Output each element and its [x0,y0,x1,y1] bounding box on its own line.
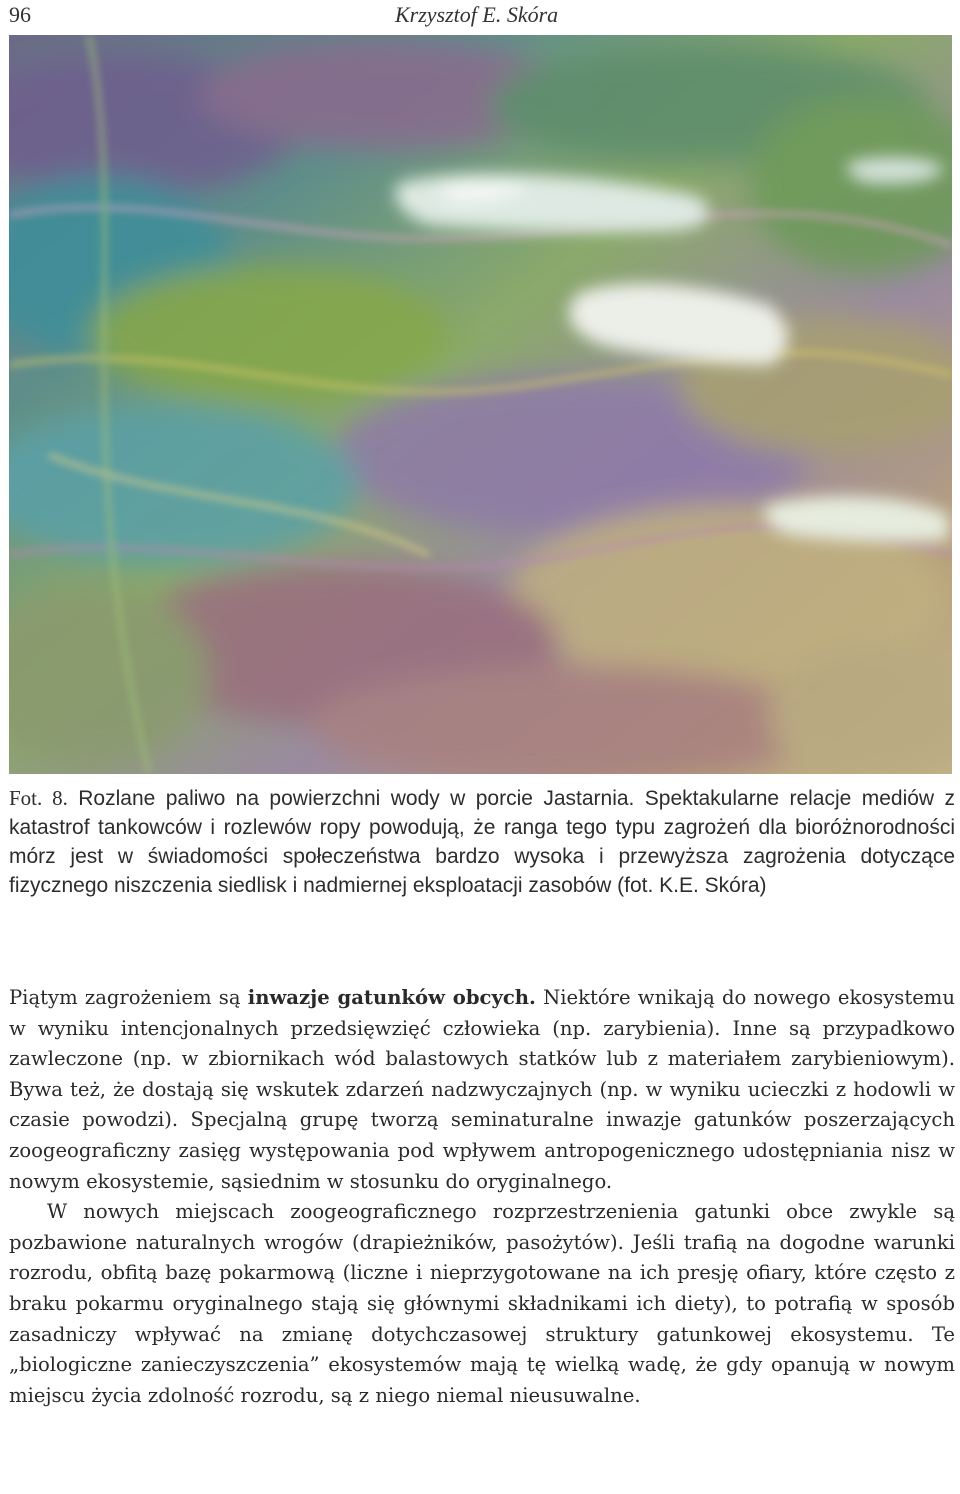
page-header [0,0,960,34]
page-number: 96 [9,2,31,27]
oil-slick-photo [9,35,952,774]
paragraph-1-rest: Niektóre wnikają do nowego ekosystemu w wyniku intencjonalnych przedsięwzięć człowieka (np. zarybienia). Inne są przypadkowo zawleczone (np. w zbiornikach wód balastowych statków lub z materiałem zarybieniowym). Bywa też, że dostają się wskutek zdarzeń nadzwyczajnych (np. w wyniku ucieczki z hodowli w czasie powodzi). Specjalną grupę tworzą seminaturalne inwazje gatunków poszerzających zoogeograficzny zasięg występowania pod wpływem antropogenicznego udostępniania nisz w nowym ekosystemie, sąsiednim w stosunku do oryginalnego. [9,986,955,1193]
paragraph-1-lead: Piątym zagrożeniem są [9,986,248,1009]
running-head-author: Krzysztof E. Skóra [395,2,559,27]
paragraph-1-bold-term: inwazje gatunków obcych. [247,986,536,1009]
paragraph-new-habitats: W nowych miejscach zoogeograficznego rozprzestrzenienia gatunki obce zwykle są pozbawione naturalnych wrogów (drapieżników, pasożytów). Jeśli trafią na dogodne warunki rozrodu, obfitą bazę pokarmową (liczne i nieprzygotowane na ich presję ofiary, które często z braku pokarmu oryginalnego stają się głównymi składnikami ich diety), to potrafią w sposób zasadniczy wpływać na zmianę dotychczasowej struktury gatunkowej ekosystemu. Te „biologiczne zanieczyszczenia” ekosystemów mają tę wielką wadę, że gdy opanują w nowym miejscu życia zdolność rozrodu, są z niego niemal nieusuwalne. [9,1200,955,1407]
body-text [9,983,955,1411]
figure-label: Fot. 8. [9,786,68,810]
paragraph-invasive-species [9,983,955,1197]
figure-caption [9,784,955,900]
figure-caption-text: Rozlane paliwo na powierzchni wody w porcie Jastarnia. Spektakularne relacje mediów z katastrof tankowców i rozlewów ropy powodują, że ranga tego typu zagrożeń dla bioróżnorodności mórz jest w świadomości społeczeństwa bardzo wysoka i przewyższa zagrożenia dotyczące fizycznego niszczenia siedlisk i nadmiernej eksploatacji zasobów (fot. K.E. Skóra) [9,787,956,897]
